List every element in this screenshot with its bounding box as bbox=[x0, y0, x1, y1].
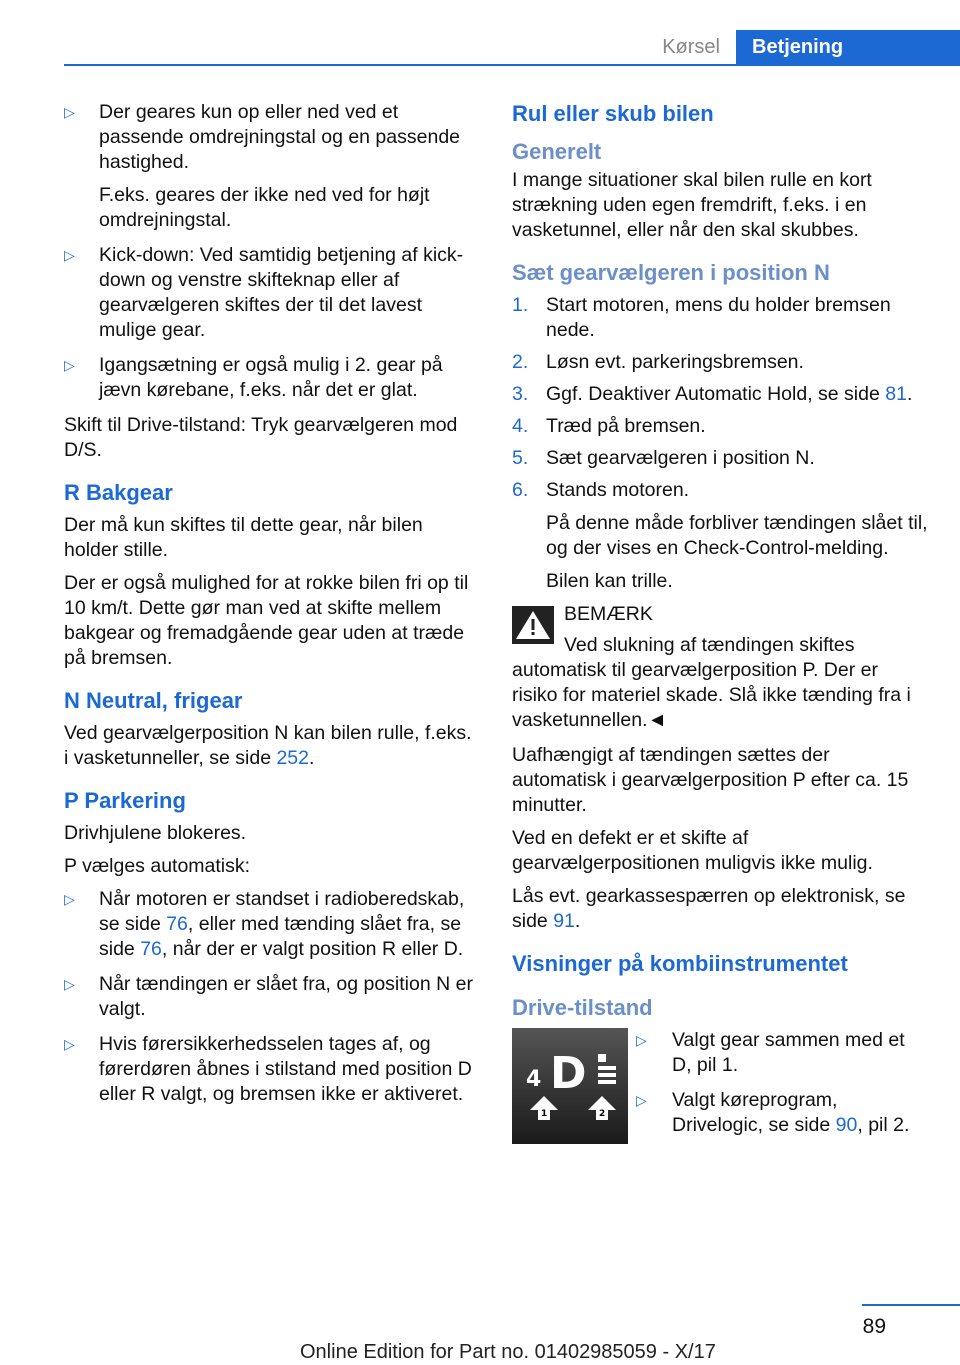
page-link[interactable]: 81 bbox=[885, 383, 907, 405]
left-column bbox=[64, 100, 478, 1117]
warning-text: Ved slukning af tændingen skiftes automatisk til gearvælgerposition P. Der er risiko for materiel skade. Slå ikke tænding fra i vasketunnellen.◄ bbox=[512, 634, 911, 731]
footer-rule bbox=[862, 1304, 960, 1306]
list-item bbox=[512, 293, 928, 343]
triangle-bullet-icon: ▷ bbox=[64, 976, 75, 992]
step-number: 6. bbox=[512, 479, 529, 501]
heading-r-bakgear: R Bakgear bbox=[64, 480, 173, 505]
bullet-text: Kick-down: Ved samtidig betjening af kick-down og venstre skifteknap eller af gearvælgeren skiftes der til det lavest mulige gear. bbox=[99, 244, 464, 341]
step-number: 2. bbox=[512, 351, 529, 373]
drive-bullets bbox=[636, 1028, 928, 1148]
bullet-text: Når tændingen er slået fra, og position N er valgt. bbox=[99, 973, 473, 1020]
bullet-text: Der geares kun op eller ned ved et passende omdrejningstal og en passende hastighed. bbox=[99, 101, 461, 173]
page-link[interactable]: 76 bbox=[166, 913, 188, 935]
paragraph: I mange situationer skal bilen rulle en kort strækning uden egen fremdrift, f.eks. i en vasketunnel, eller når den skal skubbes. bbox=[512, 169, 872, 241]
drive-letter-label: D bbox=[550, 1048, 587, 1099]
step-text: Træd på bremsen. bbox=[546, 415, 706, 437]
step-number: 3. bbox=[512, 383, 529, 405]
paragraph: Uafhængigt af tændingen sættes der automatisk i gearvælgerposition P efter ca. 15 minutter. bbox=[512, 744, 909, 816]
list-item bbox=[64, 972, 478, 1022]
page-link[interactable]: 252 bbox=[276, 747, 309, 769]
page-link[interactable]: 90 bbox=[835, 1114, 858, 1136]
heading-p-parkering: P Parkering bbox=[64, 788, 186, 813]
heading-n-neutral: N Neutral, frigear bbox=[64, 688, 243, 713]
paragraph: Der må kun skiftes til dette gear, når bilen holder stille. bbox=[64, 514, 423, 561]
text: . bbox=[906, 383, 913, 405]
arrow-2-label: 2 bbox=[599, 1109, 606, 1119]
list-item bbox=[512, 350, 928, 375]
triangle-bullet-icon: ▷ bbox=[64, 891, 75, 907]
step-number: 5. bbox=[512, 447, 529, 469]
bullet-text: Igangsætning er også mulig i 2. gear på jævn kørebane, f.eks. når det er glat. bbox=[99, 354, 443, 401]
text: Ved gearvælgerposition N kan bilen rulle, f.eks. i vasketunneller, se side bbox=[64, 722, 472, 769]
bullet-text bbox=[99, 887, 478, 962]
step-number: 4. bbox=[512, 415, 529, 437]
text: Valgt køreprogram, Drivelogic, se side bbox=[672, 1089, 838, 1136]
list-item bbox=[512, 382, 928, 407]
page-link[interactable]: 76 bbox=[140, 938, 162, 960]
arrow-1-label: 1 bbox=[541, 1109, 548, 1119]
paragraph: Der er også mulighed for at rokke bilen fri op til 10 km/t. Dette gør man ved at skifte mellem bakgear og fremadgående gear uden at træde på bremsen. bbox=[64, 572, 469, 669]
text: , når der er valgt position R eller D. bbox=[161, 938, 464, 960]
warning-title: BEMÆRK bbox=[564, 603, 653, 625]
list-item bbox=[64, 1032, 478, 1107]
heading-position-n: Sæt gearvælgeren i position N bbox=[512, 260, 830, 285]
edition-footer: Online Edition for Part no. 01402985059 - X/17 bbox=[300, 1341, 716, 1363]
warning-triangle-icon bbox=[512, 606, 554, 644]
triangle-bullet-icon: ▷ bbox=[64, 1036, 75, 1052]
tab-koersel[interactable]: Kørsel bbox=[662, 36, 720, 58]
bullet-text: Valgt gear sammen med et D, pil 1. bbox=[672, 1029, 905, 1076]
list-item bbox=[64, 353, 478, 403]
step-text: Løsn evt. parkeringsbremsen. bbox=[546, 351, 804, 373]
paragraph: Ved en defekt er et skifte af gearvælgerpositionen muligvis ikke mulig. bbox=[512, 827, 873, 874]
step-extra-text: Bilen kan trille. bbox=[546, 570, 673, 592]
triangle-bullet-icon: ▷ bbox=[64, 104, 75, 120]
list-item bbox=[64, 243, 478, 343]
step-text: Ggf. Deaktiver Automatic Hold, se side bbox=[546, 383, 886, 405]
step-extra-text: På denne måde forbliver tændingen slået til, og der vises en Check-Control-melding. bbox=[546, 512, 928, 559]
triangle-bullet-icon: ▷ bbox=[64, 247, 75, 263]
page-header bbox=[64, 22, 960, 66]
list-item bbox=[64, 887, 478, 962]
right-column bbox=[512, 100, 928, 1148]
text: . bbox=[309, 747, 315, 769]
list-item bbox=[636, 1028, 928, 1078]
page-number: 89 bbox=[862, 1315, 886, 1338]
triangle-bullet-icon: ▷ bbox=[636, 1092, 647, 1108]
gear-number-label: 4 bbox=[526, 1067, 542, 1092]
tab-betjening[interactable]: Betjening bbox=[736, 30, 960, 64]
paragraph: P vælges automatisk: bbox=[64, 855, 251, 877]
text: Når motoren er standset i radioberedskab, se side bbox=[99, 888, 465, 935]
step-number: 1. bbox=[512, 294, 529, 316]
paragraph bbox=[512, 884, 928, 934]
page-link[interactable]: 91 bbox=[553, 910, 575, 932]
bullet-extra-text: F.eks. geares der ikke ned ved for højt omdrejningstal. bbox=[99, 184, 430, 231]
triangle-bullet-icon: ▷ bbox=[636, 1032, 647, 1048]
list-item bbox=[512, 478, 928, 594]
heading-visninger: Visninger på kombiinstrumentet bbox=[512, 951, 848, 976]
text: . bbox=[574, 910, 581, 932]
text: , eller med tænding slået fra, se side bbox=[99, 913, 462, 960]
step-text: Start motoren, mens du holder bremsen nede. bbox=[546, 294, 891, 341]
drive-mode-display-image bbox=[512, 1028, 628, 1144]
step-text: Sæt gearvælgeren i position N. bbox=[546, 447, 815, 469]
drive-mode-section bbox=[512, 1028, 928, 1148]
warning-note bbox=[512, 602, 928, 733]
text: , pil 2. bbox=[857, 1114, 910, 1136]
drive-paragraph: Skift til Drive-tilstand: Tryk gearvælgeren mod D/S. bbox=[64, 414, 458, 461]
step-text: Stands motoren. bbox=[546, 479, 690, 501]
paragraph bbox=[64, 721, 478, 771]
heading-drive-tilstand: Drive-tilstand bbox=[512, 995, 653, 1020]
bullet-text: Hvis førersikkerhedsselen tages af, og førerdøren åbnes i stilstand med position D eller R valgt, og bremsen ikke er aktiveret. bbox=[99, 1033, 472, 1105]
heading-generelt: Generelt bbox=[512, 139, 602, 164]
list-item bbox=[636, 1088, 928, 1138]
text: Lås evt. gearkassespærren op elektronisk, se side bbox=[512, 885, 906, 932]
triangle-bullet-icon: ▷ bbox=[64, 357, 75, 373]
bullet-text bbox=[672, 1088, 928, 1138]
list-item bbox=[512, 414, 928, 439]
paragraph: Drivhjulene blokeres. bbox=[64, 822, 247, 844]
heading-rul-bilen: Rul eller skub bilen bbox=[512, 101, 714, 126]
list-item bbox=[64, 100, 478, 233]
list-item bbox=[512, 446, 928, 471]
